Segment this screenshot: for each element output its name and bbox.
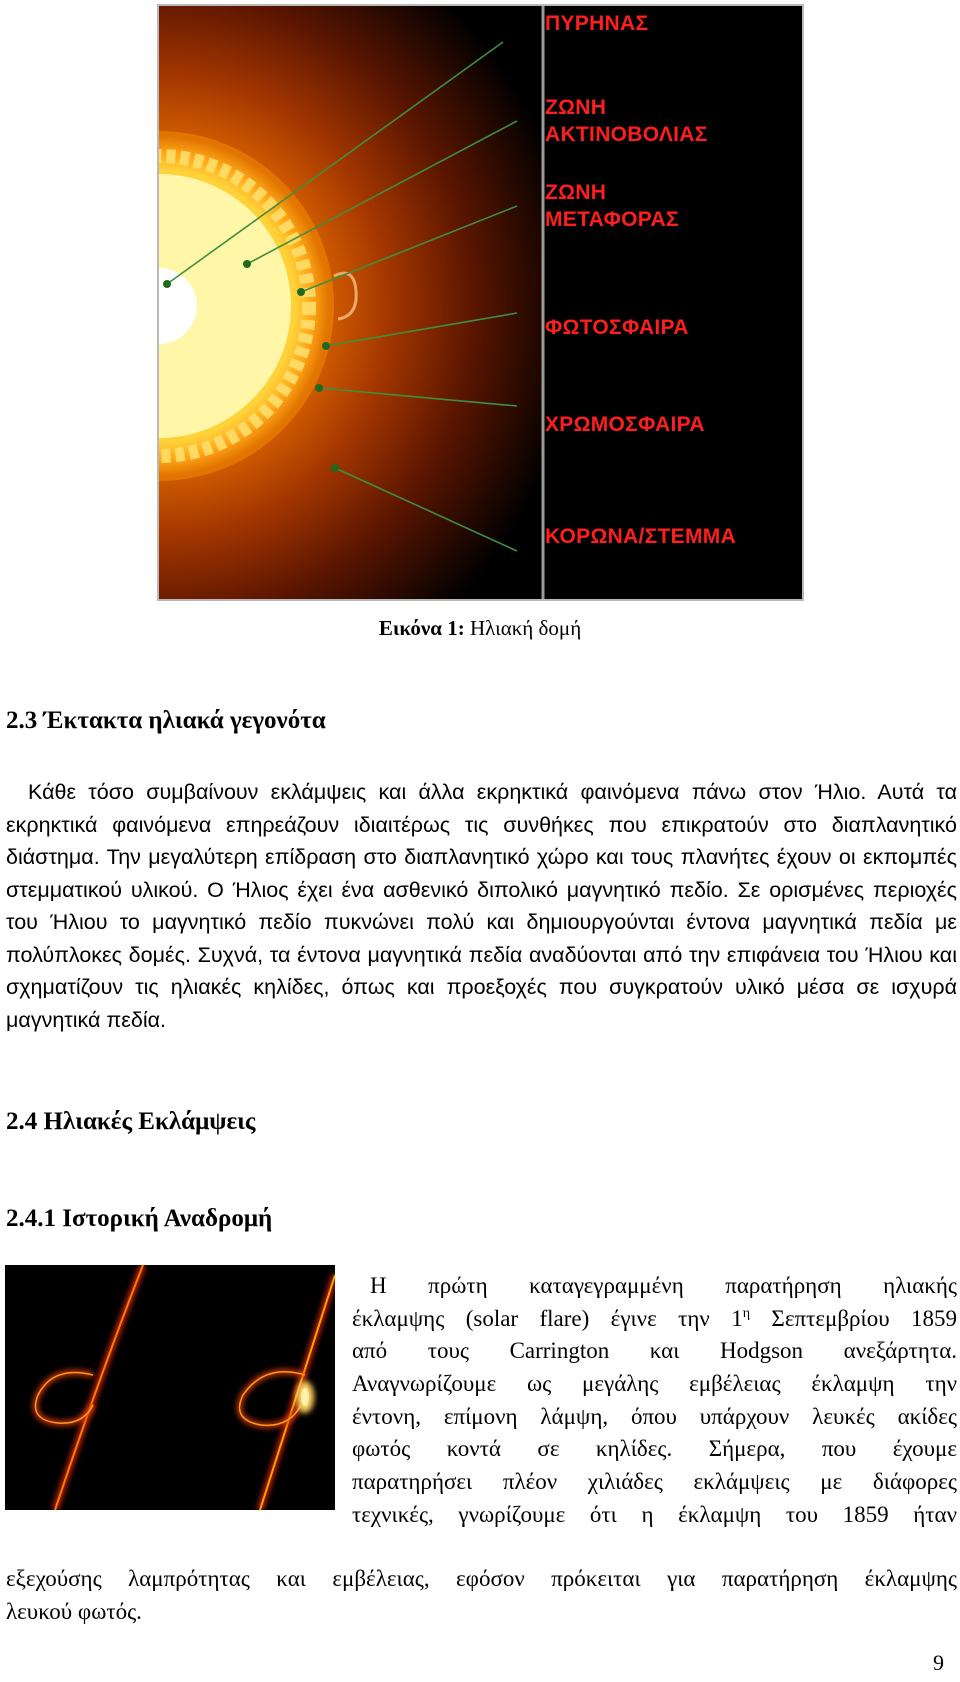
text-line: Η πρώτη καταγεγραμμένη παρατήρηση ηλιακής: [370, 1273, 957, 1298]
text-line: παρατηρήσει πλέον χιλιάδες εκλάμψεις με διάφορες: [352, 1469, 957, 1495]
heading-2-4: 2.4 Ηλιακές Εκλάμψεις: [6, 1108, 256, 1135]
label-chromosphere: ΧΡΩΜΟΣΦΑΙΡΑ: [545, 413, 705, 436]
solar-structure-figure: [157, 4, 804, 601]
solar-flare-image: [5, 1265, 335, 1510]
heading-2-3: 2.3 Έκτακτα ηλιακά γεγονότα: [6, 707, 326, 734]
flare-history-text: [352, 1270, 957, 1532]
page-number: 9: [933, 1650, 944, 1675]
label-convection-zone: ΖΩΝΗ ΜΕΤΑΦΟΡΑΣ: [545, 181, 679, 231]
text-line: Αναγνωρίζουμε ως μεγάλης εμβέλειας έκλαμψη την: [352, 1371, 957, 1397]
text-line: τεχνικές, γνωρίζουμε ότι η έκλαμψη του 1859 ήταν: [352, 1501, 957, 1527]
figure-caption: [0, 616, 960, 641]
heading-2-4-1: 2.4.1 Ιστορική Αναδρομή: [6, 1205, 273, 1232]
flare-illustration: [5, 1265, 335, 1510]
label-photosphere: ΦΩΤΟΣΦΑΙΡΑ: [545, 316, 689, 339]
label-core: ΠΥΡΗΝΑΣ: [545, 12, 649, 35]
label-corona: ΚΟΡΩΝΑ/ΣΤΕΜΜΑ: [545, 525, 737, 548]
caption-text: Ηλιακή δομή: [464, 616, 582, 640]
superscript-ordinal: η: [742, 1305, 751, 1321]
flare-history-text-continued: [6, 1563, 957, 1628]
paragraph-2-3: Κάθε τόσο συμβαίνουν εκλάμψεις και άλλα εκρηκτικά φαινόμενα πάνω στον Ήλιο. Αυτά τα εκρηκτικά φαινόμενα επηρεάζουν ιδιαιτέρως τις συνθήκες που επικρατούν στο διαπλανητικό διάστημα. Την μεγαλύτερη επίδραση στο διαπλανητικό χώρο και τους πλανήτες έχουν οι εκπομπές στεμματικού υλικού. Ο Ήλιος έχει ένα ασθενικό διπολικό μαγνητικό πεδίο. Σε ορισμένες περιοχές του Ήλιου το μαγνητικό πεδίο πυκνώνει πολύ και δημιουργούνται έντονα μαγνητικά πεδία με πολύπλοκες δομές. Συχνά, τα έντονα μαγνητικά πεδία αναδύονται από την επιφάνεια του Ήλιου και σχηματίζουν τις ηλιακές κηλίδες, όπως και προεξοχές που συγκρατούν υλικό μέσα σε ισχυρά μαγνητικά πεδία.: [6, 780, 957, 1032]
text-line: φωτός κοντά σε κηλίδες. Σήμερα, που έχουμε: [352, 1436, 957, 1462]
caption-label: Εικόνα 1:: [378, 616, 465, 640]
text-line: λευκού φωτός.: [6, 1598, 142, 1624]
text-line: έντονη, επίμονη λάμψη, όπου υπάρχουν λευκές ακίδες: [352, 1403, 957, 1429]
text-line: έκλαμψης (solar flare) έγινε την $1^\eta$ Σεπτεμβρίου 1859: [352, 1305, 957, 1331]
text-line: από τους Carrington και Hodgson ανεξάρτητα.: [352, 1338, 957, 1364]
text-line: εξεχούσης λαμπρότητας και εμβέλειας, εφόσον πρόκειται για παρατήρηση έκλαμψης: [6, 1566, 957, 1591]
label-radiative-zone: ΖΩΝΗ ΑΚΤΙΝΟΒΟΛΙΑΣ: [545, 96, 708, 146]
